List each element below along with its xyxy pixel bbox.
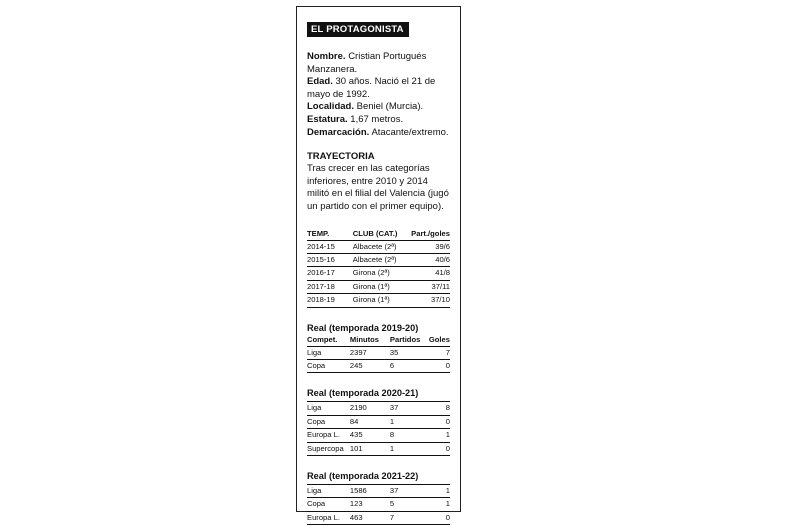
column-header: CLUB (CAT.) xyxy=(353,228,411,241)
column-header: Compet. xyxy=(307,334,350,347)
goals-cell: 1 xyxy=(426,429,450,442)
season-cell: 2016-17 xyxy=(307,267,353,280)
table-row xyxy=(307,498,450,511)
goals-cell: 0 xyxy=(426,359,450,372)
bio-label: Nombre. xyxy=(307,51,346,62)
season-cell: 2018-19 xyxy=(307,294,353,307)
matches-cell: 35 xyxy=(390,346,426,359)
table-row xyxy=(307,415,450,428)
column-header: Partidos xyxy=(390,334,426,347)
bio-value: 1,67 metros. xyxy=(350,113,404,125)
matches-cell: 6 xyxy=(390,359,426,372)
matches-cell: 37 xyxy=(390,402,426,415)
bio-age xyxy=(307,76,450,101)
apps-goals-cell: 37/11 xyxy=(411,280,450,293)
profile-card xyxy=(296,6,461,522)
season-cell: 2015-16 xyxy=(307,253,353,266)
table-row xyxy=(307,294,450,307)
season-2019-20-title: Real (temporada 2019-20) xyxy=(307,322,419,333)
table-row xyxy=(307,359,450,372)
competition-cell: Liga xyxy=(307,346,350,359)
season-2020-21-table xyxy=(307,401,450,456)
competition-cell: Copa xyxy=(307,415,350,428)
club-cell: Girona (1ª) xyxy=(353,280,411,293)
column-header: Part./goles xyxy=(411,228,450,241)
table-row xyxy=(307,240,450,253)
bio-value: Cristian Portugués Manzanera. xyxy=(307,51,427,75)
trayectoria-text: Tras crecer en las categorías inferiores, entre 2010 y 2014 militó en el filial del Valencia (jugó un partido con el primer equipo). xyxy=(307,163,449,212)
bio-value: Atacante/extremo. xyxy=(371,126,449,138)
season-cell: 2017-18 xyxy=(307,280,353,293)
club-cell: Girona (2ª) xyxy=(353,267,411,280)
apps-goals-cell: 37/10 xyxy=(411,294,450,307)
column-header: TEMP. xyxy=(307,228,353,241)
bio-label: Localidad. xyxy=(307,101,354,113)
bio-label: Estatura. xyxy=(307,113,348,125)
table-row xyxy=(307,346,450,359)
table-row xyxy=(307,429,450,442)
bio-position xyxy=(307,127,450,140)
matches-cell: 7 xyxy=(390,511,426,524)
bio-name xyxy=(307,51,450,76)
competition-cell: Liga xyxy=(307,402,350,415)
competition-cell: Europa L. xyxy=(307,511,350,524)
minutes-cell: 435 xyxy=(350,429,390,442)
season-cell: 2014-15 xyxy=(307,240,353,253)
minutes-cell: 2190 xyxy=(350,402,390,415)
table-row xyxy=(307,267,450,280)
bio-label: Edad. xyxy=(307,76,333,88)
goals-cell: 0 xyxy=(426,415,450,428)
goals-cell: 8 xyxy=(426,402,450,415)
apps-goals-cell: 39/6 xyxy=(411,240,450,253)
bio-value: Beniel (Murcia). xyxy=(356,101,424,113)
bio-locality xyxy=(307,101,450,114)
apps-goals-cell: 41/8 xyxy=(411,267,450,280)
minutes-cell: 101 xyxy=(350,442,390,455)
bio-height xyxy=(307,114,450,127)
column-header: Minutos xyxy=(350,334,390,347)
minutes-cell: 1586 xyxy=(350,485,390,498)
competition-cell: Liga xyxy=(307,485,350,498)
club-cell: Albacete (2ª) xyxy=(353,253,411,266)
competition-cell: Copa xyxy=(307,498,350,511)
table-header-row xyxy=(307,228,450,241)
goals-cell: 7 xyxy=(426,346,450,359)
minutes-cell: 123 xyxy=(350,498,390,511)
club-cell: Girona (1ª) xyxy=(353,294,411,307)
season-2021-22-title: Real (temporada 2021-22) xyxy=(307,471,419,481)
table-row xyxy=(307,280,450,293)
club-cell: Albacete (2ª) xyxy=(353,240,411,253)
table-header-row xyxy=(307,334,450,347)
goals-cell: 1 xyxy=(426,498,450,511)
table-row xyxy=(307,511,450,524)
goals-cell: 0 xyxy=(426,442,450,455)
table-row xyxy=(307,485,450,498)
season-2020-21-title: Real (temporada 2020-21) xyxy=(307,388,419,399)
minutes-cell: 84 xyxy=(350,415,390,428)
matches-cell: 1 xyxy=(390,415,426,428)
matches-cell: 5 xyxy=(390,498,426,511)
competition-cell: Supercopa xyxy=(307,442,350,455)
matches-cell: 37 xyxy=(390,485,426,498)
matches-cell: 8 xyxy=(390,429,426,442)
season-2021-22-table xyxy=(307,484,450,525)
goals-cell: 1 xyxy=(426,485,450,498)
season-2019-20-table xyxy=(307,334,450,374)
column-header: Goles xyxy=(426,334,450,347)
minutes-cell: 463 xyxy=(350,511,390,524)
bio-block xyxy=(307,51,450,139)
bio-label: Demarcación. xyxy=(307,126,370,138)
table-row xyxy=(307,402,450,415)
goals-cell: 0 xyxy=(426,511,450,524)
matches-cell: 1 xyxy=(390,442,426,455)
table-row xyxy=(307,253,450,266)
competition-cell: Europa L. xyxy=(307,429,350,442)
career-table xyxy=(307,228,450,308)
minutes-cell: 2397 xyxy=(350,346,390,359)
section-tag: EL PROTAGONISTA xyxy=(307,22,409,37)
minutes-cell: 245 xyxy=(350,359,390,372)
apps-goals-cell: 40/6 xyxy=(411,253,450,266)
competition-cell: Copa xyxy=(307,359,350,372)
trayectoria-title: TRAYECTORIA xyxy=(307,151,375,163)
bio-value: 30 años. Nació el 21 de mayo de 1992. xyxy=(307,76,436,100)
table-row xyxy=(307,442,450,455)
